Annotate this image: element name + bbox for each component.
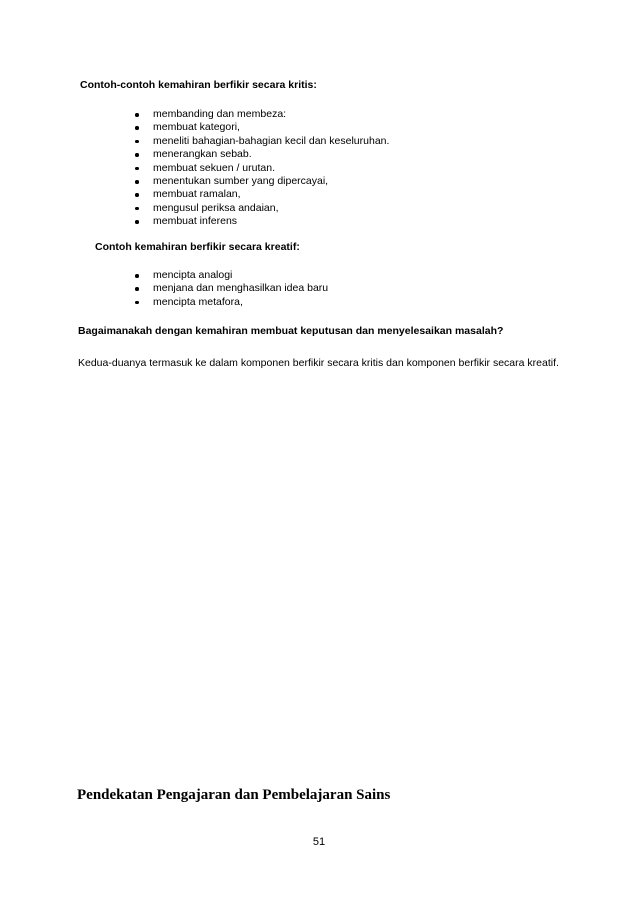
critical-thinking-list	[131, 108, 389, 229]
list-item: menerangkan sebab.	[131, 148, 389, 161]
page-number: 51	[312, 836, 326, 848]
list-item: membanding dan membeza:	[131, 108, 389, 121]
creative-thinking-list	[131, 269, 328, 309]
question-text: Bagaimanakah dengan kemahiran membuat keputusan dan menyelesaikan masalah?	[78, 325, 504, 337]
list-item: membuat sekuen / urutan.	[131, 162, 389, 175]
list-item: membuat inferens	[131, 215, 389, 228]
list-item: membuat ramalan,	[131, 188, 389, 201]
critical-thinking-heading: Contoh-contoh kemahiran berfikir secara kritis:	[80, 79, 317, 91]
list-item: mencipta metafora,	[131, 296, 328, 309]
creative-thinking-heading: Contoh kemahiran berfikir secara kreatif:	[95, 241, 300, 253]
list-item: mencipta analogi	[131, 269, 328, 282]
list-item: menentukan sumber yang dipercayai,	[131, 175, 389, 188]
section-heading: Pendekatan Pengajaran dan Pembelajaran Sains	[77, 787, 391, 803]
list-item: membuat kategori,	[131, 121, 389, 134]
answer-paragraph: Kedua-duanya termasuk ke dalam komponen berfikir secara kritis dan komponen berfikir secara kreatif.	[78, 357, 559, 369]
list-item: mengusul periksa andaian,	[131, 202, 389, 215]
list-item: meneliti bahagian-bahagian kecil dan keseluruhan.	[131, 135, 389, 148]
list-item: menjana dan menghasilkan idea baru	[131, 282, 328, 295]
